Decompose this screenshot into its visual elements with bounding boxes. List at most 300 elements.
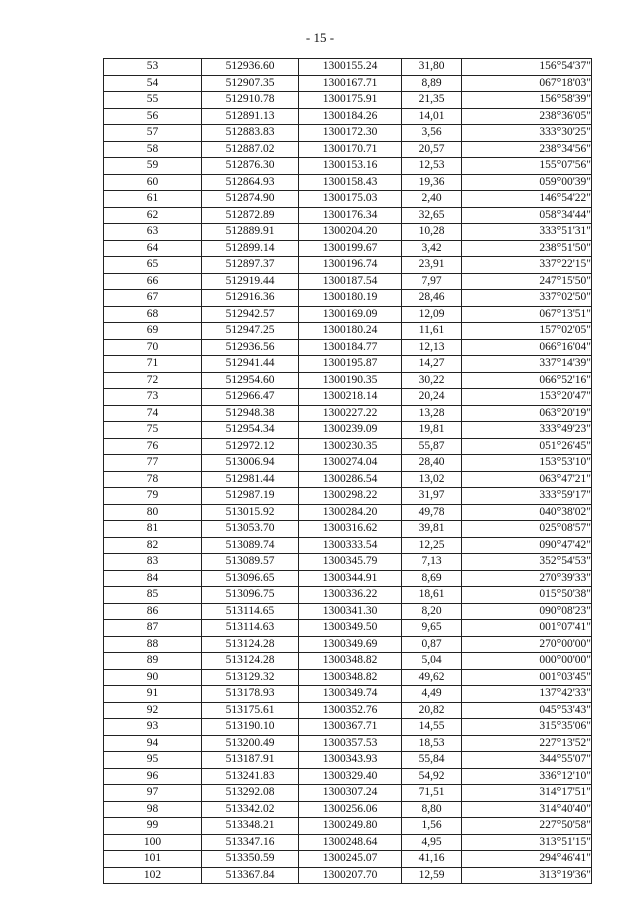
point-number-cell: 78 xyxy=(104,471,202,488)
y-coordinate-cell: 1300184.77 xyxy=(299,339,402,356)
table-row xyxy=(104,851,592,868)
point-number-cell: 85 xyxy=(104,587,202,604)
point-number-cell: 68 xyxy=(104,306,202,323)
point-number-cell: 102 xyxy=(104,867,202,884)
bearing-cell: 001°07'41" xyxy=(462,620,592,637)
x-coordinate-cell: 512947.25 xyxy=(202,323,299,340)
point-number-cell: 59 xyxy=(104,158,202,175)
point-number-cell: 91 xyxy=(104,686,202,703)
y-coordinate-cell: 1300348.82 xyxy=(299,669,402,686)
point-number-cell: 75 xyxy=(104,422,202,439)
distance-cell: 1,56 xyxy=(402,818,462,835)
x-coordinate-cell: 512876.30 xyxy=(202,158,299,175)
y-coordinate-cell: 1300155.24 xyxy=(299,59,402,76)
x-coordinate-cell: 513006.94 xyxy=(202,455,299,472)
y-coordinate-cell: 1300367.71 xyxy=(299,719,402,736)
y-coordinate-cell: 1300245.07 xyxy=(299,851,402,868)
point-number-cell: 95 xyxy=(104,752,202,769)
bearing-cell: 066°16'04" xyxy=(462,339,592,356)
table-row xyxy=(104,389,592,406)
bearing-cell: 314°17'51" xyxy=(462,785,592,802)
distance-cell: 21,35 xyxy=(402,92,462,109)
x-coordinate-cell: 512981.44 xyxy=(202,471,299,488)
y-coordinate-cell: 1300357.53 xyxy=(299,735,402,752)
table-row xyxy=(104,141,592,158)
table-row xyxy=(104,356,592,373)
point-number-cell: 82 xyxy=(104,537,202,554)
table-row xyxy=(104,785,592,802)
distance-cell: 7,13 xyxy=(402,554,462,571)
bearing-cell: 344°55'07" xyxy=(462,752,592,769)
bearing-cell: 063°20'19" xyxy=(462,405,592,422)
y-coordinate-cell: 1300344.91 xyxy=(299,570,402,587)
x-coordinate-cell: 513342.02 xyxy=(202,801,299,818)
bearing-cell: 090°47'42" xyxy=(462,537,592,554)
x-coordinate-cell: 513292.08 xyxy=(202,785,299,802)
bearing-cell: 090°08'23" xyxy=(462,603,592,620)
distance-cell: 30,22 xyxy=(402,372,462,389)
x-coordinate-cell: 513089.57 xyxy=(202,554,299,571)
x-coordinate-cell: 512907.35 xyxy=(202,75,299,92)
point-number-cell: 86 xyxy=(104,603,202,620)
y-coordinate-cell: 1300349.69 xyxy=(299,636,402,653)
distance-cell: 55,84 xyxy=(402,752,462,769)
point-number-cell: 88 xyxy=(104,636,202,653)
distance-cell: 8,80 xyxy=(402,801,462,818)
bearing-cell: 156°58'39" xyxy=(462,92,592,109)
bearing-cell: 025°08'57" xyxy=(462,521,592,538)
bearing-cell: 333°49'23" xyxy=(462,422,592,439)
point-number-cell: 94 xyxy=(104,735,202,752)
y-coordinate-cell: 1300190.35 xyxy=(299,372,402,389)
distance-cell: 55,87 xyxy=(402,438,462,455)
y-coordinate-cell: 1300196.74 xyxy=(299,257,402,274)
y-coordinate-cell: 1300187.54 xyxy=(299,273,402,290)
x-coordinate-cell: 513053.70 xyxy=(202,521,299,538)
table-row xyxy=(104,92,592,109)
x-coordinate-cell: 512936.60 xyxy=(202,59,299,76)
bearing-cell: 155°07'56" xyxy=(462,158,592,175)
distance-cell: 19,36 xyxy=(402,174,462,191)
bearing-cell: 337°02'50" xyxy=(462,290,592,307)
y-coordinate-cell: 1300175.91 xyxy=(299,92,402,109)
y-coordinate-cell: 1300329.40 xyxy=(299,768,402,785)
bearing-cell: 156°54'37" xyxy=(462,59,592,76)
table-row xyxy=(104,570,592,587)
table-row xyxy=(104,537,592,554)
x-coordinate-cell: 513350.59 xyxy=(202,851,299,868)
x-coordinate-cell: 512941.44 xyxy=(202,356,299,373)
distance-cell: 20,82 xyxy=(402,702,462,719)
table-row xyxy=(104,224,592,241)
distance-cell: 0,87 xyxy=(402,636,462,653)
x-coordinate-cell: 513114.63 xyxy=(202,620,299,637)
table-row xyxy=(104,719,592,736)
distance-cell: 49,78 xyxy=(402,504,462,521)
point-number-cell: 53 xyxy=(104,59,202,76)
bearing-cell: 157°02'05" xyxy=(462,323,592,340)
table-row xyxy=(104,752,592,769)
x-coordinate-cell: 512916.36 xyxy=(202,290,299,307)
point-number-cell: 79 xyxy=(104,488,202,505)
x-coordinate-cell: 512889.91 xyxy=(202,224,299,241)
table-row xyxy=(104,59,592,76)
table-row xyxy=(104,339,592,356)
bearing-cell: 352°54'53" xyxy=(462,554,592,571)
distance-cell: 13,28 xyxy=(402,405,462,422)
distance-cell: 14,27 xyxy=(402,356,462,373)
distance-cell: 11,61 xyxy=(402,323,462,340)
x-coordinate-cell: 512919.44 xyxy=(202,273,299,290)
y-coordinate-cell: 1300167.71 xyxy=(299,75,402,92)
y-coordinate-cell: 1300345.79 xyxy=(299,554,402,571)
distance-cell: 28,40 xyxy=(402,455,462,472)
point-number-cell: 74 xyxy=(104,405,202,422)
x-coordinate-cell: 512883.83 xyxy=(202,125,299,142)
bearing-cell: 333°30'25" xyxy=(462,125,592,142)
x-coordinate-cell: 513178.93 xyxy=(202,686,299,703)
point-number-cell: 58 xyxy=(104,141,202,158)
point-number-cell: 57 xyxy=(104,125,202,142)
table-row xyxy=(104,653,592,670)
page-number: - 15 - xyxy=(305,30,335,45)
point-number-cell: 92 xyxy=(104,702,202,719)
table-row xyxy=(104,455,592,472)
point-number-cell: 81 xyxy=(104,521,202,538)
table-row xyxy=(104,207,592,224)
x-coordinate-cell: 513200.49 xyxy=(202,735,299,752)
bearing-cell: 059°00'39" xyxy=(462,174,592,191)
table-row xyxy=(104,323,592,340)
table-row xyxy=(104,158,592,175)
x-coordinate-cell: 512966.47 xyxy=(202,389,299,406)
bearing-cell: 333°59'17" xyxy=(462,488,592,505)
distance-cell: 20,57 xyxy=(402,141,462,158)
point-number-cell: 84 xyxy=(104,570,202,587)
point-number-cell: 80 xyxy=(104,504,202,521)
y-coordinate-cell: 1300176.34 xyxy=(299,207,402,224)
y-coordinate-cell: 1300249.80 xyxy=(299,818,402,835)
distance-cell: 20,24 xyxy=(402,389,462,406)
y-coordinate-cell: 1300248.64 xyxy=(299,834,402,851)
table-row xyxy=(104,438,592,455)
x-coordinate-cell: 513124.28 xyxy=(202,653,299,670)
table-row xyxy=(104,306,592,323)
distance-cell: 31,97 xyxy=(402,488,462,505)
bearing-cell: 337°14'39" xyxy=(462,356,592,373)
x-coordinate-cell: 513124.28 xyxy=(202,636,299,653)
distance-cell: 12,59 xyxy=(402,867,462,884)
distance-cell: 39,81 xyxy=(402,521,462,538)
distance-cell: 10,28 xyxy=(402,224,462,241)
y-coordinate-cell: 1300256.06 xyxy=(299,801,402,818)
y-coordinate-cell: 1300298.22 xyxy=(299,488,402,505)
y-coordinate-cell: 1300172.30 xyxy=(299,125,402,142)
y-coordinate-cell: 1300349.74 xyxy=(299,686,402,703)
point-number-cell: 99 xyxy=(104,818,202,835)
bearing-cell: 227°50'58" xyxy=(462,818,592,835)
point-number-cell: 101 xyxy=(104,851,202,868)
distance-cell: 9,65 xyxy=(402,620,462,637)
distance-cell: 12,25 xyxy=(402,537,462,554)
point-number-cell: 56 xyxy=(104,108,202,125)
x-coordinate-cell: 512899.14 xyxy=(202,240,299,257)
coordinates-table xyxy=(103,58,592,884)
bearing-cell: 066°52'16" xyxy=(462,372,592,389)
bearing-cell: 015°50'38" xyxy=(462,587,592,604)
bearing-cell: 333°51'31" xyxy=(462,224,592,241)
distance-cell: 14,01 xyxy=(402,108,462,125)
y-coordinate-cell: 1300227.22 xyxy=(299,405,402,422)
distance-cell: 8,89 xyxy=(402,75,462,92)
x-coordinate-cell: 513190.10 xyxy=(202,719,299,736)
x-coordinate-cell: 512954.34 xyxy=(202,422,299,439)
x-coordinate-cell: 512887.02 xyxy=(202,141,299,158)
y-coordinate-cell: 1300180.19 xyxy=(299,290,402,307)
table-row xyxy=(104,488,592,505)
table-row xyxy=(104,587,592,604)
point-number-cell: 64 xyxy=(104,240,202,257)
bearing-cell: 294°46'41" xyxy=(462,851,592,868)
y-coordinate-cell: 1300284.20 xyxy=(299,504,402,521)
y-coordinate-cell: 1300218.14 xyxy=(299,389,402,406)
distance-cell: 31,80 xyxy=(402,59,462,76)
point-number-cell: 87 xyxy=(104,620,202,637)
bearing-cell: 247°15'50" xyxy=(462,273,592,290)
distance-cell: 12,53 xyxy=(402,158,462,175)
y-coordinate-cell: 1300316.62 xyxy=(299,521,402,538)
distance-cell: 12,13 xyxy=(402,339,462,356)
point-number-cell: 63 xyxy=(104,224,202,241)
y-coordinate-cell: 1300349.50 xyxy=(299,620,402,637)
point-number-cell: 55 xyxy=(104,92,202,109)
distance-cell: 13,02 xyxy=(402,471,462,488)
distance-cell: 12,09 xyxy=(402,306,462,323)
x-coordinate-cell: 513187.91 xyxy=(202,752,299,769)
bearing-cell: 153°53'10" xyxy=(462,455,592,472)
y-coordinate-cell: 1300153.16 xyxy=(299,158,402,175)
distance-cell: 3,56 xyxy=(402,125,462,142)
distance-cell: 8,69 xyxy=(402,570,462,587)
distance-cell: 5,04 xyxy=(402,653,462,670)
distance-cell: 49,62 xyxy=(402,669,462,686)
distance-cell: 4,95 xyxy=(402,834,462,851)
table-row xyxy=(104,603,592,620)
point-number-cell: 54 xyxy=(104,75,202,92)
x-coordinate-cell: 512864.93 xyxy=(202,174,299,191)
point-number-cell: 73 xyxy=(104,389,202,406)
point-number-cell: 93 xyxy=(104,719,202,736)
point-number-cell: 77 xyxy=(104,455,202,472)
point-number-cell: 97 xyxy=(104,785,202,802)
table-row xyxy=(104,257,592,274)
bearing-cell: 314°40'40" xyxy=(462,801,592,818)
y-coordinate-cell: 1300195.87 xyxy=(299,356,402,373)
bearing-cell: 058°34'44" xyxy=(462,207,592,224)
bearing-cell: 337°22'15" xyxy=(462,257,592,274)
y-coordinate-cell: 1300230.35 xyxy=(299,438,402,455)
point-number-cell: 72 xyxy=(104,372,202,389)
point-number-cell: 69 xyxy=(104,323,202,340)
y-coordinate-cell: 1300286.54 xyxy=(299,471,402,488)
table-row xyxy=(104,636,592,653)
y-coordinate-cell: 1300158.43 xyxy=(299,174,402,191)
point-number-cell: 100 xyxy=(104,834,202,851)
distance-cell: 54,92 xyxy=(402,768,462,785)
y-coordinate-cell: 1300175.03 xyxy=(299,191,402,208)
x-coordinate-cell: 513015.92 xyxy=(202,504,299,521)
table-row xyxy=(104,834,592,851)
bearing-cell: 146°54'22" xyxy=(462,191,592,208)
x-coordinate-cell: 513089.74 xyxy=(202,537,299,554)
point-number-cell: 96 xyxy=(104,768,202,785)
table-row xyxy=(104,702,592,719)
bearing-cell: 238°36'05" xyxy=(462,108,592,125)
table-row xyxy=(104,554,592,571)
bearing-cell: 238°51'50" xyxy=(462,240,592,257)
bearing-cell: 227°13'52" xyxy=(462,735,592,752)
x-coordinate-cell: 512936.56 xyxy=(202,339,299,356)
distance-cell: 23,91 xyxy=(402,257,462,274)
point-number-cell: 60 xyxy=(104,174,202,191)
point-number-cell: 71 xyxy=(104,356,202,373)
table-row xyxy=(104,504,592,521)
bearing-cell: 051°26'45" xyxy=(462,438,592,455)
y-coordinate-cell: 1300352.76 xyxy=(299,702,402,719)
point-number-cell: 83 xyxy=(104,554,202,571)
y-coordinate-cell: 1300170.71 xyxy=(299,141,402,158)
x-coordinate-cell: 513096.75 xyxy=(202,587,299,604)
y-coordinate-cell: 1300204.20 xyxy=(299,224,402,241)
table-row xyxy=(104,669,592,686)
distance-cell: 4,49 xyxy=(402,686,462,703)
table-row xyxy=(104,801,592,818)
y-coordinate-cell: 1300348.82 xyxy=(299,653,402,670)
point-number-cell: 89 xyxy=(104,653,202,670)
table-row xyxy=(104,174,592,191)
bearing-cell: 137°42'33" xyxy=(462,686,592,703)
distance-cell: 2,40 xyxy=(402,191,462,208)
distance-cell: 19,81 xyxy=(402,422,462,439)
y-coordinate-cell: 1300180.24 xyxy=(299,323,402,340)
distance-cell: 41,16 xyxy=(402,851,462,868)
table-row xyxy=(104,191,592,208)
bearing-cell: 063°47'21" xyxy=(462,471,592,488)
bearing-cell: 336°12'10" xyxy=(462,768,592,785)
point-number-cell: 98 xyxy=(104,801,202,818)
table-row xyxy=(104,75,592,92)
distance-cell: 8,20 xyxy=(402,603,462,620)
bearing-cell: 313°19'36" xyxy=(462,867,592,884)
y-coordinate-cell: 1300274.04 xyxy=(299,455,402,472)
bearing-cell: 045°53'43" xyxy=(462,702,592,719)
bearing-cell: 000°00'00" xyxy=(462,653,592,670)
table-row xyxy=(104,125,592,142)
table-row xyxy=(104,405,592,422)
table-row xyxy=(104,620,592,637)
y-coordinate-cell: 1300336.22 xyxy=(299,587,402,604)
bearing-cell: 315°35'06" xyxy=(462,719,592,736)
distance-cell: 28,46 xyxy=(402,290,462,307)
table-row xyxy=(104,521,592,538)
distance-cell: 18,53 xyxy=(402,735,462,752)
x-coordinate-cell: 512972.12 xyxy=(202,438,299,455)
table-row xyxy=(104,768,592,785)
x-coordinate-cell: 513114.65 xyxy=(202,603,299,620)
point-number-cell: 76 xyxy=(104,438,202,455)
y-coordinate-cell: 1300169.09 xyxy=(299,306,402,323)
table-row xyxy=(104,372,592,389)
bearing-cell: 313°51'15" xyxy=(462,834,592,851)
y-coordinate-cell: 1300199.67 xyxy=(299,240,402,257)
table-row xyxy=(104,108,592,125)
point-number-cell: 90 xyxy=(104,669,202,686)
y-coordinate-cell: 1300207.70 xyxy=(299,867,402,884)
table-row xyxy=(104,240,592,257)
distance-cell: 32,65 xyxy=(402,207,462,224)
table-row xyxy=(104,422,592,439)
x-coordinate-cell: 513348.21 xyxy=(202,818,299,835)
x-coordinate-cell: 513347.16 xyxy=(202,834,299,851)
table-row xyxy=(104,686,592,703)
bearing-cell: 270°39'33" xyxy=(462,570,592,587)
x-coordinate-cell: 512891.13 xyxy=(202,108,299,125)
table-row xyxy=(104,471,592,488)
x-coordinate-cell: 512874.90 xyxy=(202,191,299,208)
x-coordinate-cell: 513096.65 xyxy=(202,570,299,587)
x-coordinate-cell: 512987.19 xyxy=(202,488,299,505)
bearing-cell: 270°00'00" xyxy=(462,636,592,653)
distance-cell: 3,42 xyxy=(402,240,462,257)
table-row xyxy=(104,867,592,884)
x-coordinate-cell: 513241.83 xyxy=(202,768,299,785)
table-row xyxy=(104,735,592,752)
y-coordinate-cell: 1300333.54 xyxy=(299,537,402,554)
table-row xyxy=(104,273,592,290)
point-number-cell: 61 xyxy=(104,191,202,208)
x-coordinate-cell: 513367.84 xyxy=(202,867,299,884)
x-coordinate-cell: 512942.57 xyxy=(202,306,299,323)
bearing-cell: 067°13'51" xyxy=(462,306,592,323)
x-coordinate-cell: 513175.61 xyxy=(202,702,299,719)
table-row xyxy=(104,290,592,307)
point-number-cell: 65 xyxy=(104,257,202,274)
bearing-cell: 067°18'03" xyxy=(462,75,592,92)
distance-cell: 14,55 xyxy=(402,719,462,736)
x-coordinate-cell: 513129.32 xyxy=(202,669,299,686)
point-number-cell: 62 xyxy=(104,207,202,224)
x-coordinate-cell: 512910.78 xyxy=(202,92,299,109)
point-number-cell: 67 xyxy=(104,290,202,307)
x-coordinate-cell: 512872.89 xyxy=(202,207,299,224)
x-coordinate-cell: 512954.60 xyxy=(202,372,299,389)
point-number-cell: 66 xyxy=(104,273,202,290)
distance-cell: 71,51 xyxy=(402,785,462,802)
y-coordinate-cell: 1300184.26 xyxy=(299,108,402,125)
distance-cell: 7,97 xyxy=(402,273,462,290)
y-coordinate-cell: 1300341.30 xyxy=(299,603,402,620)
point-number-cell: 70 xyxy=(104,339,202,356)
bearing-cell: 153°20'47" xyxy=(462,389,592,406)
y-coordinate-cell: 1300239.09 xyxy=(299,422,402,439)
y-coordinate-cell: 1300307.24 xyxy=(299,785,402,802)
bearing-cell: 238°34'56" xyxy=(462,141,592,158)
x-coordinate-cell: 512948.38 xyxy=(202,405,299,422)
bearing-cell: 001°03'45" xyxy=(462,669,592,686)
y-coordinate-cell: 1300343.93 xyxy=(299,752,402,769)
bearing-cell: 040°38'02" xyxy=(462,504,592,521)
x-coordinate-cell: 512897.37 xyxy=(202,257,299,274)
